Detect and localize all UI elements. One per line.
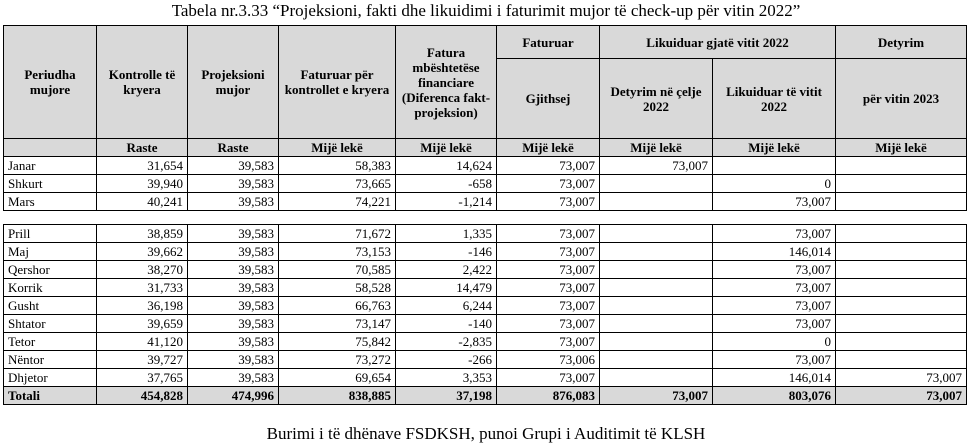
value-cell: 39,583 [188, 315, 279, 333]
month-cell: Prill [4, 225, 97, 243]
value-cell: 73,272 [279, 351, 396, 369]
total-row [4, 387, 967, 405]
value-cell: 70,585 [279, 261, 396, 279]
value-cell: 37,765 [97, 369, 188, 387]
table-row [4, 243, 967, 261]
value-cell: 36,198 [97, 297, 188, 315]
unit-cell: Raste [188, 139, 279, 157]
source-note: Burimi i të dhënave FSDKSH, punoi Grupi i Auditimit të KLSH [266, 424, 706, 443]
value-cell: 73,147 [279, 315, 396, 333]
value-cell: 73,007 [836, 369, 967, 387]
value-cell [600, 315, 713, 333]
value-cell: 31,654 [97, 157, 188, 175]
table-row [4, 193, 967, 211]
total-cell: 454,828 [97, 387, 188, 405]
value-cell [836, 157, 967, 175]
value-cell: 39,583 [188, 297, 279, 315]
unit-cell: Mijë lekë [600, 139, 713, 157]
unit-cell: Mijë lekë [396, 139, 497, 157]
value-cell: 3,353 [396, 369, 497, 387]
header-projection: Projeksioni mujor [188, 26, 279, 139]
header-debt: Detyrim [836, 26, 967, 59]
month-cell: Nëntor [4, 351, 97, 369]
unit-blank [4, 139, 97, 157]
month-cell: Korrik [4, 279, 97, 297]
unit-cell: Mijë lekë [497, 139, 600, 157]
total-label: Totali [4, 387, 97, 405]
value-cell: 73,007 [497, 225, 600, 243]
value-cell [600, 297, 713, 315]
value-cell: 146,014 [713, 243, 836, 261]
value-cell: -266 [396, 351, 497, 369]
value-cell [836, 193, 967, 211]
value-cell: 14,479 [396, 279, 497, 297]
value-cell [600, 175, 713, 193]
value-cell [836, 225, 967, 243]
month-cell: Janar [4, 157, 97, 175]
unit-cell: Mijë lekë [713, 139, 836, 157]
value-cell: 73,007 [497, 297, 600, 315]
value-cell: 69,654 [279, 369, 396, 387]
value-cell [600, 225, 713, 243]
value-cell [713, 157, 836, 175]
value-cell: 39,583 [188, 225, 279, 243]
value-cell: 73,007 [497, 261, 600, 279]
header-period: Periudha mujore [4, 26, 97, 139]
value-cell: 73,007 [713, 297, 836, 315]
value-cell: 1,335 [396, 225, 497, 243]
value-cell: 73,007 [497, 315, 600, 333]
table-row [4, 261, 967, 279]
value-cell [836, 243, 967, 261]
month-cell: Shkurt [4, 175, 97, 193]
month-cell: Maj [4, 243, 97, 261]
total-cell: 474,996 [188, 387, 279, 405]
value-cell [600, 261, 713, 279]
value-cell: 73,007 [497, 369, 600, 387]
table-row [4, 369, 967, 387]
value-cell: -2,835 [396, 333, 497, 351]
header-debt-year: për vitin 2023 [836, 59, 967, 139]
value-cell: 39,583 [188, 333, 279, 351]
value-cell: 73,006 [497, 351, 600, 369]
spacer-row [4, 211, 967, 225]
unit-cell: Mijë lekë [279, 139, 396, 157]
value-cell: 73,007 [497, 279, 600, 297]
value-cell: 38,270 [97, 261, 188, 279]
value-cell: 73,665 [279, 175, 396, 193]
value-cell: 39,659 [97, 315, 188, 333]
value-cell: 39,583 [188, 279, 279, 297]
value-cell: 58,383 [279, 157, 396, 175]
check-up-invoicing-table [3, 25, 967, 405]
value-cell: 39,583 [188, 193, 279, 211]
header-liquidated-group: Likuiduar gjatë vitit 2022 [600, 26, 836, 59]
total-cell: 73,007 [600, 387, 713, 405]
value-cell: 39,583 [188, 175, 279, 193]
value-cell: 73,007 [713, 315, 836, 333]
total-cell: 73,007 [836, 387, 967, 405]
value-cell: 6,244 [396, 297, 497, 315]
value-cell: 73,007 [713, 261, 836, 279]
value-cell: 73,007 [713, 351, 836, 369]
value-cell [600, 279, 713, 297]
total-cell: 37,198 [396, 387, 497, 405]
value-cell: 39,583 [188, 261, 279, 279]
value-cell: 38,859 [97, 225, 188, 243]
value-cell: 39,583 [188, 157, 279, 175]
value-cell: 2,422 [396, 261, 497, 279]
value-cell: 73,007 [600, 157, 713, 175]
header-invoiced: Faturuar [497, 26, 600, 59]
header-support: Fatura mbështetëse financiare (Diferenca fakt-projeksion) [396, 26, 497, 139]
value-cell [600, 351, 713, 369]
value-cell: 39,583 [188, 243, 279, 261]
value-cell: -146 [396, 243, 497, 261]
unit-cell: Raste [97, 139, 188, 157]
value-cell: 39,662 [97, 243, 188, 261]
unit-cell: Mijë lekë [836, 139, 967, 157]
month-cell: Tetor [4, 333, 97, 351]
value-cell: 41,120 [97, 333, 188, 351]
month-cell: Gusht [4, 297, 97, 315]
value-cell: 73,007 [497, 175, 600, 193]
header-invoiced-controls: Faturuar për kontrollet e kryera [279, 26, 396, 139]
header-liquidated-year: Likuiduar të vitit 2022 [713, 59, 836, 139]
value-cell [836, 175, 967, 193]
value-cell [600, 369, 713, 387]
value-cell: 39,583 [188, 369, 279, 387]
value-cell: 39,727 [97, 351, 188, 369]
value-cell [836, 333, 967, 351]
table-row [4, 225, 967, 243]
value-cell: 75,842 [279, 333, 396, 351]
value-cell [836, 297, 967, 315]
value-cell [600, 193, 713, 211]
total-cell: 803,076 [713, 387, 836, 405]
value-cell: -658 [396, 175, 497, 193]
value-cell [836, 351, 967, 369]
value-cell: 40,241 [97, 193, 188, 211]
table-row [4, 157, 967, 175]
value-cell: 39,940 [97, 175, 188, 193]
month-cell: Qershor [4, 261, 97, 279]
value-cell: 71,672 [279, 225, 396, 243]
value-cell: 0 [713, 333, 836, 351]
value-cell: 73,007 [713, 225, 836, 243]
value-cell: 146,014 [713, 369, 836, 387]
value-cell: 73,007 [713, 193, 836, 211]
value-cell [836, 261, 967, 279]
value-cell: 73,007 [497, 243, 600, 261]
value-cell: 0 [713, 175, 836, 193]
month-cell: Shtator [4, 315, 97, 333]
month-cell: Mars [4, 193, 97, 211]
table-row [4, 297, 967, 315]
value-cell: 73,007 [497, 333, 600, 351]
value-cell [600, 333, 713, 351]
table-row [4, 351, 967, 369]
value-cell [836, 279, 967, 297]
value-cell [600, 243, 713, 261]
month-cell: Dhjetor [4, 369, 97, 387]
value-cell [836, 315, 967, 333]
value-cell: 73,153 [279, 243, 396, 261]
value-cell: 73,007 [497, 157, 600, 175]
table-row [4, 175, 967, 193]
table-row [4, 315, 967, 333]
value-cell: 14,624 [396, 157, 497, 175]
total-cell: 876,083 [497, 387, 600, 405]
value-cell: 31,733 [97, 279, 188, 297]
value-cell: -140 [396, 315, 497, 333]
value-cell: -1,214 [396, 193, 497, 211]
header-opening-debt: Detyrim në çelje 2022 [600, 59, 713, 139]
total-cell: 838,885 [279, 387, 396, 405]
table-row [4, 333, 967, 351]
header-controls: Kontrolle të kryera [97, 26, 188, 139]
value-cell: 73,007 [497, 193, 600, 211]
value-cell: 39,583 [188, 351, 279, 369]
header-invoiced-total: Gjithsej [497, 59, 600, 139]
table-caption: Tabela nr.3.33 “Projeksioni, fakti dhe likuidimi i faturimit mujor të check-up për vitin 2022” [171, 1, 801, 20]
value-cell: 74,221 [279, 193, 396, 211]
table-row [4, 279, 967, 297]
value-cell: 58,528 [279, 279, 396, 297]
value-cell: 73,007 [713, 279, 836, 297]
value-cell: 66,763 [279, 297, 396, 315]
